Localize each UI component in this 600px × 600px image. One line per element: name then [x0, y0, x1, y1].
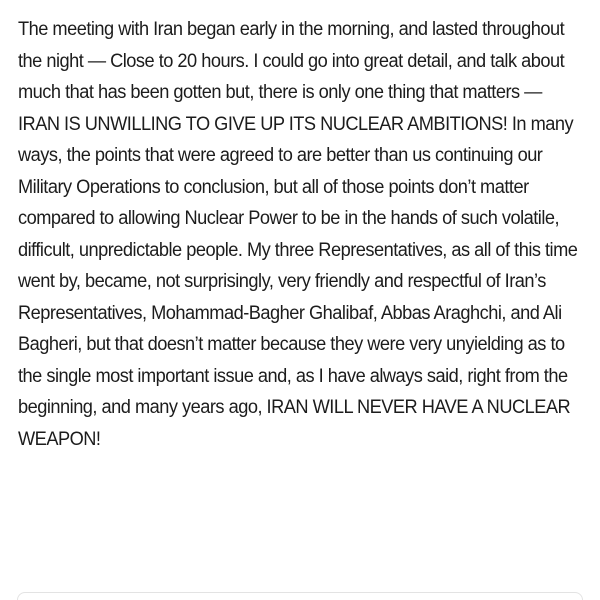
next-card-edge: [17, 592, 583, 600]
post-body-text: The meeting with Iran began early in the morning, and lasted throughout the night — Close to 20 hours. I could go into great detail, and talk about much that has been gotten but, there is only one thing that matters — IRAN IS UNWILLING TO GIVE UP ITS NUCLEAR AMBITIONS! In many ways, the points that were agreed to are better than us continuing our Military Operations to conclusion, but all of those points don’t matter compared to allowing Nuclear Power to be in the hands of such volatile, difficult, unpredictable people. My three Representatives, as all of this time went by, became, not surprisingly, very friendly and respectful of Iran’s Representatives, Mohammad-Bagher Ghalibaf, Abbas Araghchi, and Ali Bagheri, but that doesn’t matter because they were very unyielding as to the single most important issue and, as I have always said, right from the beginning, and many years ago, IRAN WILL NEVER HAVE A NUCLEAR WEAPON!: [18, 18, 578, 450]
